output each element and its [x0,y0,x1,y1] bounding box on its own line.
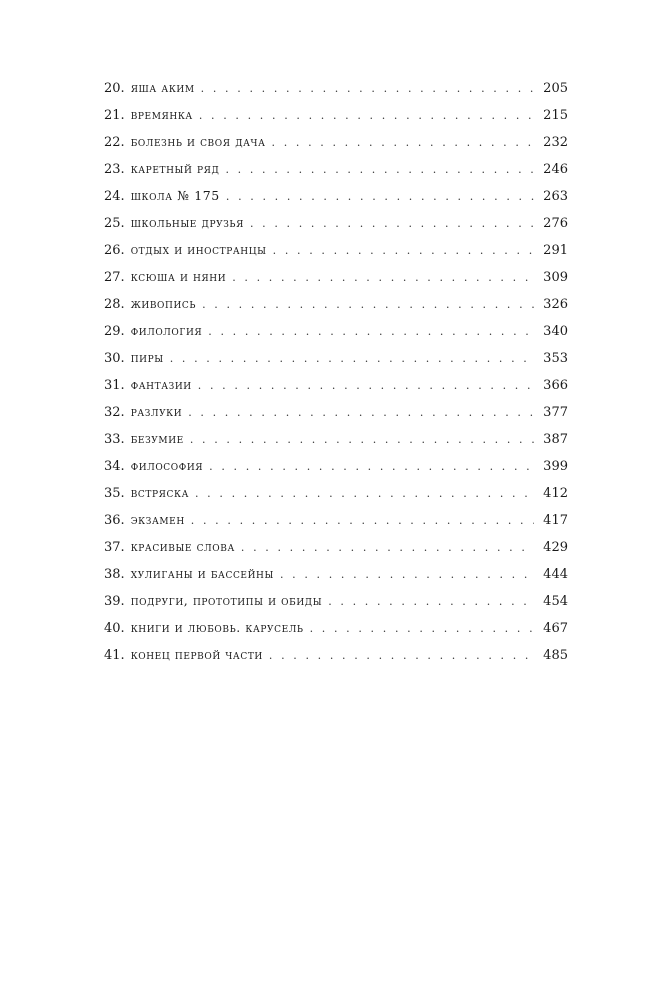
chapter-title: отдых и иностранцы [130,242,267,257]
toc-entry [104,134,568,161]
page-number: 215 [543,108,568,123]
page-number: 454 [543,594,568,609]
toc-entry [104,539,568,566]
toc-entry [104,296,568,323]
chapter-title: болезнь и своя дача [130,134,266,149]
dot-leader [232,271,534,284]
toc-entry [104,431,568,458]
chapter-number: 31. [104,378,125,393]
dot-leader [241,541,534,554]
toc-entry [104,107,568,134]
chapter-title: красивые слова [130,539,235,554]
chapter-number: 25. [104,216,125,231]
chapter-number: 40. [104,621,125,636]
toc-entry [104,80,568,107]
dot-leader [250,217,534,230]
dot-leader [209,460,534,473]
chapter-number: 24. [104,189,125,204]
page-number: 232 [543,135,568,150]
chapter-number: 27. [104,270,125,285]
page-number: 485 [543,648,568,663]
chapter-number: 22. [104,135,125,150]
chapter-number: 20. [104,81,125,96]
chapter-number: 30. [104,351,125,366]
chapter-title: экзамен [130,512,185,527]
dot-leader [272,136,534,149]
chapter-number: 23. [104,162,125,177]
toc-entry [104,350,568,377]
chapter-title: школа № 175 [130,188,220,203]
chapter-number: 38. [104,567,125,582]
chapter-title: разлуки [130,404,183,419]
dot-leader [201,82,534,95]
chapter-title: конец первой части [130,647,263,662]
dot-leader [170,352,534,365]
toc-entry [104,485,568,512]
toc-entry [104,269,568,296]
dot-leader [310,622,534,635]
dot-leader [225,163,534,176]
chapter-number: 35. [104,486,125,501]
page-number: 387 [543,432,568,447]
chapter-title: философия [130,458,204,473]
page-number: 467 [543,621,568,636]
page-number: 326 [543,297,568,312]
dot-leader [202,298,534,311]
dot-leader [208,325,534,338]
chapter-title: книги и любовь. карусель [130,620,304,635]
dot-leader [190,433,534,446]
page-number: 276 [543,216,568,231]
dot-leader [273,244,534,257]
chapter-title: пиры [130,350,164,365]
chapter-title: каретный ряд [130,161,220,176]
dot-leader [199,109,534,122]
dot-leader [328,595,534,608]
toc-entry [104,566,568,593]
chapter-number: 37. [104,540,125,555]
toc-entry [104,242,568,269]
dot-leader [226,190,534,203]
table-of-contents [104,80,568,674]
toc-entry [104,377,568,404]
dot-leader [269,649,534,662]
dot-leader [280,568,534,581]
page-number: 205 [543,81,568,96]
chapter-number: 33. [104,432,125,447]
chapter-title: хулиганы и бассейны [130,566,274,581]
chapter-number: 21. [104,108,125,123]
page-number: 399 [543,459,568,474]
page-number: 263 [543,189,568,204]
page-number: 417 [543,513,568,528]
toc-entry [104,458,568,485]
chapter-number: 32. [104,405,125,420]
page-number: 291 [543,243,568,258]
toc-entry [104,161,568,188]
chapter-number: 29. [104,324,125,339]
toc-entry [104,512,568,539]
page-number: 309 [543,270,568,285]
chapter-title: фантазии [130,377,192,392]
page-number: 377 [543,405,568,420]
chapter-number: 26. [104,243,125,258]
chapter-title: филология [130,323,203,338]
chapter-title: безумие [130,431,184,446]
chapter-title: времянка [130,107,193,122]
toc-entry [104,593,568,620]
chapter-number: 28. [104,297,125,312]
chapter-number: 34. [104,459,125,474]
chapter-number: 39. [104,594,125,609]
dot-leader [191,514,534,527]
chapter-title: школьные друзья [130,215,244,230]
dot-leader [188,406,534,419]
dot-leader [198,379,534,392]
page-number: 412 [543,486,568,501]
page-number: 340 [543,324,568,339]
toc-entry [104,188,568,215]
page-number: 353 [543,351,568,366]
page-number: 444 [543,567,568,582]
chapter-title: живопись [130,296,197,311]
chapter-title: встряска [130,485,189,500]
chapter-number: 41. [104,648,125,663]
page-number: 429 [543,540,568,555]
page-number: 246 [543,162,568,177]
toc-entry [104,323,568,350]
toc-entry [104,620,568,647]
chapter-title: яша аким [130,80,195,95]
toc-entry [104,215,568,242]
toc-entry [104,404,568,431]
chapter-title: ксюша и няни [130,269,227,284]
chapter-title: подруги, прототипы и обиды [130,593,323,608]
dot-leader [195,487,534,500]
page-number: 366 [543,378,568,393]
chapter-number: 36. [104,513,125,528]
toc-entry [104,647,568,674]
